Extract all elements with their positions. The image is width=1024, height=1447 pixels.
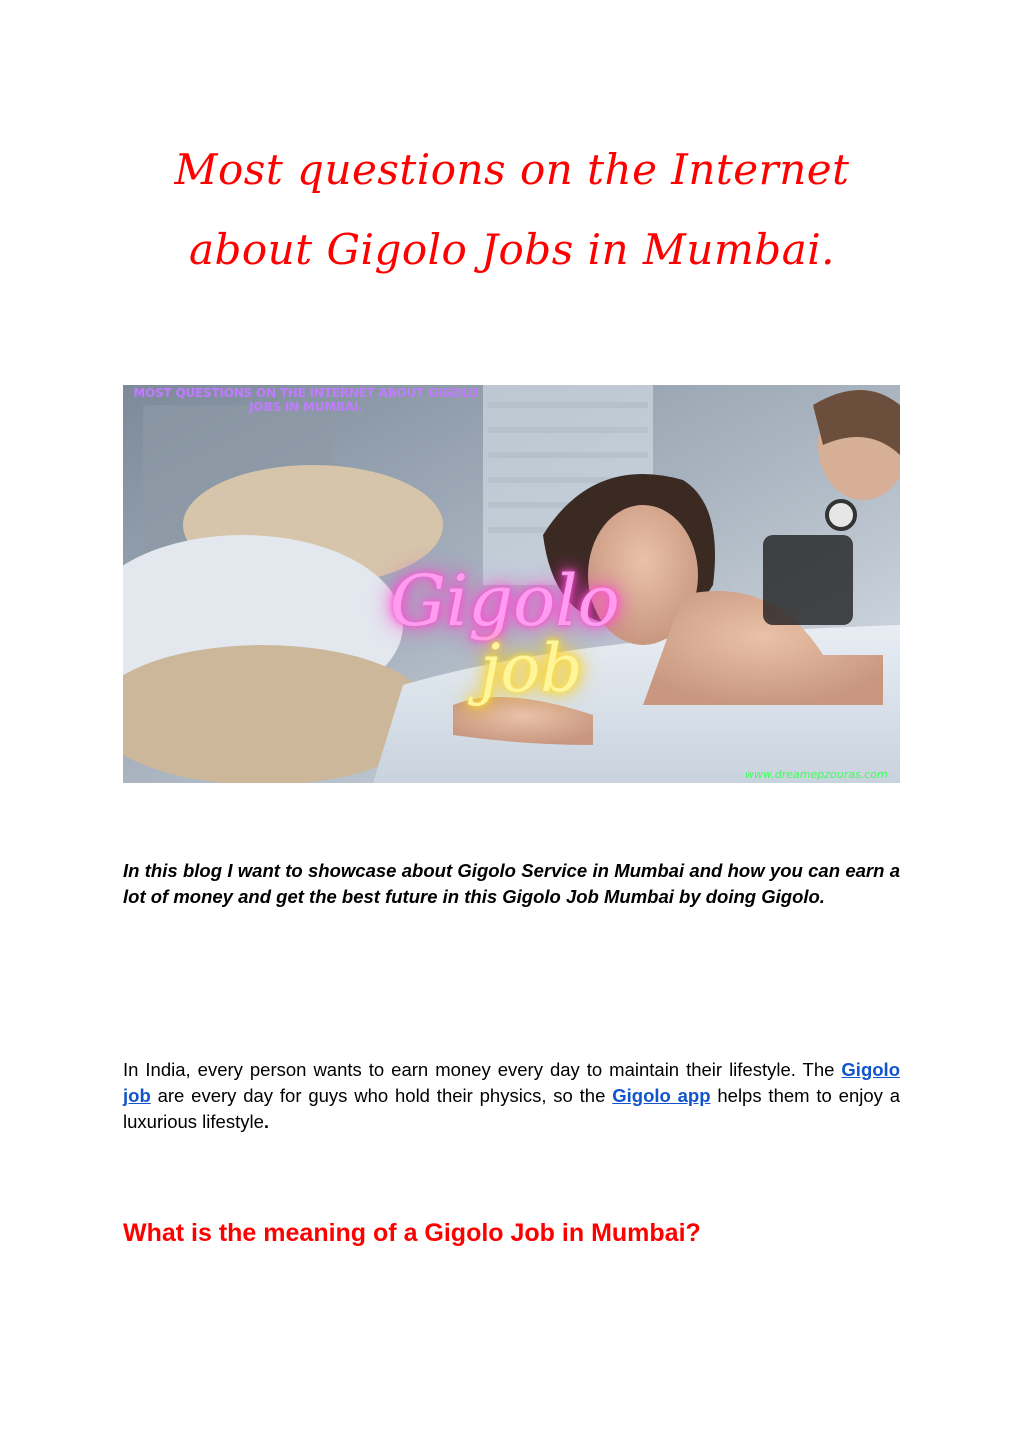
body-paragraph — [123, 1057, 900, 1135]
image-watermark: www.dreamepzouras.com — [745, 768, 888, 781]
body-text-1: In India, every person wants to earn money every day to maintain their lifestyle. The — [123, 1059, 842, 1080]
page-title — [0, 130, 1024, 290]
hero-caption: MOST QUESTIONS ON THE INTERNET ABOUT GIGOLO JOBS IN MUMBAI. — [133, 386, 479, 414]
body-text-2: are every day for guys who hold their physics, so the — [150, 1085, 613, 1106]
body-text-period: . — [263, 1111, 270, 1132]
page-title-line-1: Most questions on the Internet — [174, 145, 850, 194]
neon-sign-text-1: Gigolo — [390, 560, 620, 642]
neon-sign-text-2: job — [480, 630, 583, 707]
section-heading: What is the meaning of a Gigolo Job in Mumbai? — [123, 1219, 701, 1247]
gigolo-app-link[interactable]: Gigolo app — [612, 1085, 711, 1106]
page-title-line-2: about Gigolo Jobs in Mumbai. — [188, 225, 836, 274]
gigolo-job-link[interactable]: Gigolo job — [123, 1059, 900, 1106]
intro-paragraph: In this blog I want to showcase about Gigolo Service in Mumbai and how you can earn a lot of money and get the best future in this Gigolo Job Mumbai by doing Gigolo. — [123, 860, 900, 907]
body-text-3: helps them to enjoy a luxurious lifestyle — [123, 1085, 901, 1132]
